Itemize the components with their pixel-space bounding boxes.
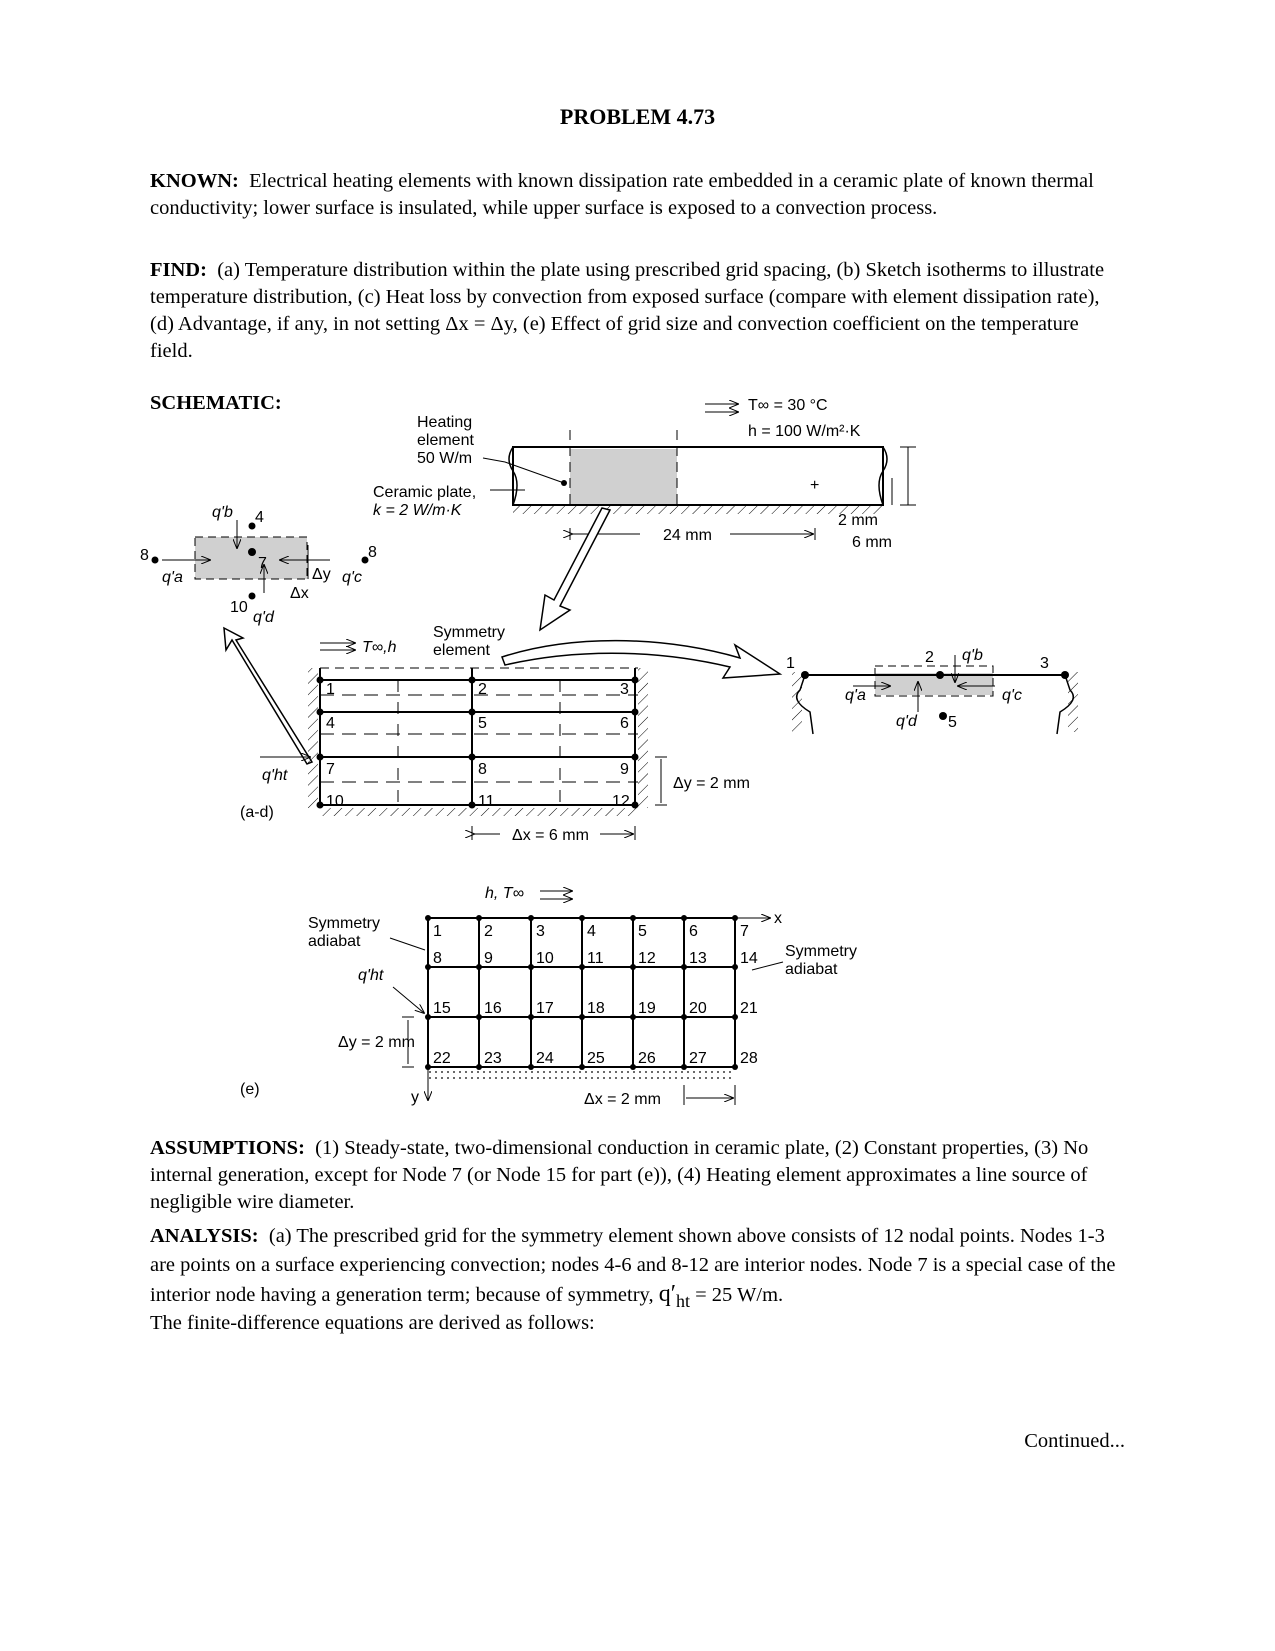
- grid-ad-sym-1: Symmetry: [433, 624, 505, 641]
- grid-e-node-27: 27: [689, 1050, 707, 1067]
- grid-e-node-15: 15: [433, 1000, 451, 1017]
- ceramic-plate: [513, 447, 883, 505]
- grid-e-node-13: 13: [689, 950, 707, 967]
- grid-ad-node-5: 5: [478, 715, 487, 732]
- grid-e-node-18: 18: [587, 1000, 605, 1017]
- grid-e-node-23: 23: [484, 1050, 502, 1067]
- thickness-6mm: 6 mm: [852, 534, 892, 551]
- grid-e-node-14: 14: [740, 950, 758, 967]
- assumptions-paragraph: [150, 1135, 1125, 1216]
- grid-e-node-21: 21: [740, 1000, 758, 1017]
- grid-ad-dy: Δy = 2 mm: [673, 775, 750, 792]
- n7-qb: q'b: [212, 504, 233, 521]
- grid-ad-node-9: 9: [620, 761, 629, 778]
- grid-e-flow: h, T∞: [485, 885, 524, 902]
- grid-e-node-8: 8: [433, 950, 442, 967]
- heating-label-2: element: [417, 432, 474, 449]
- grid-e-node-11: 11: [587, 950, 604, 967]
- analysis-followup: The finite-difference equations are derived as follows:: [150, 1312, 595, 1334]
- grid-e-node-16: 16: [484, 1000, 502, 1017]
- n7-qc: q'c: [342, 569, 362, 586]
- grid-e-node-24: 24: [536, 1050, 554, 1067]
- grid-e-part: (e): [240, 1081, 260, 1098]
- plate-label-1: Ceramic plate,: [373, 484, 477, 501]
- find-paragraph: [150, 257, 1125, 365]
- n7-qa: q'a: [162, 569, 183, 586]
- grid-e-node-1: 1: [433, 923, 442, 940]
- grid-ad-node-12: 12: [612, 793, 630, 810]
- q-ht-value: = 25 W/m.: [695, 1284, 784, 1306]
- grid-e-node-28: 28: [740, 1050, 758, 1067]
- schematic-label: SCHEMATIC:: [150, 392, 282, 414]
- n2-qc: q'c: [1002, 687, 1022, 704]
- tinf-label: T∞ = 30 °C: [748, 397, 828, 414]
- grid-e-node-3: 3: [536, 923, 545, 940]
- grid-e-node-2: 2: [484, 923, 493, 940]
- grid-e-sym-left-2: adiabat: [308, 933, 361, 950]
- plate-label-2: k = 2 W/m·K: [373, 502, 462, 519]
- grid-e-node-4: 4: [587, 923, 596, 940]
- grid-e-node-26: 26: [638, 1050, 656, 1067]
- grid-e-node-7: 7: [740, 923, 749, 940]
- q-ht-symbol: $q'_{ht}$: [658, 1281, 690, 1311]
- n7-node7: 7: [258, 555, 267, 572]
- grid-e-sym-right-2: adiabat: [785, 961, 838, 978]
- find-label: FIND:: [150, 259, 207, 281]
- page-title: PROBLEM 4.73: [559, 104, 716, 129]
- analysis-text: (a) The prescribed grid for the symmetry element shown above consists of 12 nodal points. Nodes 1-3 are points on a surface experiencing convection; nodes 4-6 and 8-12 are interior nodes. Node 7 is a special case of the interior node having a generation term; because of symmetry,: [150, 1225, 1116, 1306]
- grid-e-dy: Δy = 2 mm: [338, 1034, 415, 1051]
- grid-e-sym-left-1: Symmetry: [308, 915, 380, 932]
- grid-e-qht: q'ht: [358, 967, 384, 984]
- thickness-2mm: 2 mm: [838, 512, 878, 529]
- grid-e-node-5: 5: [638, 923, 647, 940]
- grid-ad-qht: q'ht: [262, 767, 288, 784]
- n2-node1: 1: [786, 655, 795, 672]
- grid-e-node-12: 12: [638, 950, 656, 967]
- insulated-bottom: [513, 506, 883, 514]
- n2-node5: 5: [948, 714, 957, 731]
- n2-qd: q'd: [896, 713, 917, 730]
- grid-ad-node-4: 4: [326, 715, 335, 732]
- heating-label-1: Heating: [417, 414, 473, 431]
- h-label: h = 100 W/m²·K: [748, 423, 861, 440]
- grid-e-node-22: 22: [433, 1050, 451, 1067]
- grid-e-sym-right-1: Symmetry: [785, 943, 857, 960]
- grid-e-node-10: 10: [536, 950, 554, 967]
- plate-diagram: [373, 397, 916, 630]
- known-label: KNOWN:: [150, 170, 239, 192]
- analysis-label: ANALYSIS:: [150, 1225, 259, 1247]
- n7-dy: Δy: [312, 566, 331, 583]
- grid-e-node-25: 25: [587, 1050, 605, 1067]
- n2-qa: q'a: [845, 687, 866, 704]
- grid-ad-flow: T∞,h: [362, 639, 397, 656]
- grid-ad-dx: Δx = 6 mm: [512, 827, 589, 844]
- grid-ad-node-1: 1: [326, 681, 335, 698]
- node2-detail: [502, 641, 1078, 734]
- grid-ad-node-6: 6: [620, 715, 629, 732]
- grid-ad-node-3: 3: [620, 681, 629, 698]
- n7-qd: q'd: [253, 609, 274, 626]
- known-text: Electrical heating elements with known dissipation rate embedded in a ceramic plate of known thermal conductivity; lower surface is insulated, while upper surface is exposed to a convection process.: [150, 170, 1094, 219]
- grid-ad-node-11: 11: [478, 793, 495, 810]
- grid-e-y: y: [411, 1089, 419, 1106]
- grid-ad-sym-2: element: [433, 642, 490, 659]
- node7-detail: [140, 504, 377, 764]
- n2-node3: 3: [1040, 655, 1049, 672]
- n7-node8-left: 8: [140, 547, 149, 564]
- grid-ad-part: (a-d): [240, 804, 274, 821]
- grid-e-x: x: [774, 910, 782, 927]
- n2-qb: q'b: [962, 647, 983, 664]
- grid-ad-node-2: 2: [478, 681, 487, 698]
- grid-e-node-6: 6: [689, 923, 698, 940]
- grid-ad-node-8: 8: [478, 761, 487, 778]
- assumptions-label: ASSUMPTIONS:: [150, 1137, 305, 1159]
- find-text: (a) Temperature distribution within the plate using prescribed grid spacing, (b) Sketch isotherms to illustrate temperature distribution, (c) Heat loss by convection from exposed surface (compare with element dissipation rate), (d) Advantage, if any, in not setting Δx = Δy, (e) Effect of grid size and convection coefficient on the temperature field.: [150, 259, 1105, 362]
- continued-note: Continued...: [1024, 1430, 1125, 1452]
- assumptions-text: (1) Steady-state, two-dimensional conduction in ceramic plate, (2) Constant properties, (3) No internal generation, except for Node 7 (or Node 15 for part (e)), (4) Heating element approximates a line source of negligible wire diameter.: [150, 1137, 1089, 1213]
- grid-e-dx: Δx = 2 mm: [584, 1091, 661, 1108]
- grid-ad-node-7: 7: [326, 761, 335, 778]
- grid-e-node-9: 9: [484, 950, 493, 967]
- analysis-paragraph: [150, 1222, 1125, 1316]
- n7-node8-right: 8: [368, 544, 377, 561]
- n7-node10: 10: [230, 599, 248, 616]
- grid-e-node-19: 19: [638, 1000, 656, 1017]
- heating-label-3: 50 W/m: [417, 450, 473, 467]
- grid-e-node-20: 20: [689, 1000, 707, 1017]
- n2-node2: 2: [925, 649, 934, 666]
- grid-ad-node-10: 10: [326, 793, 344, 810]
- grid-e-node-17: 17: [536, 1000, 554, 1017]
- known-paragraph: [150, 168, 1125, 222]
- n7-dx: Δx: [290, 585, 309, 602]
- grid-e: [240, 885, 857, 1108]
- heating-region: [570, 449, 677, 504]
- plate-center-mark: +: [810, 477, 820, 494]
- n7-node4: 4: [255, 509, 264, 526]
- width-label: 24 mm: [663, 527, 712, 544]
